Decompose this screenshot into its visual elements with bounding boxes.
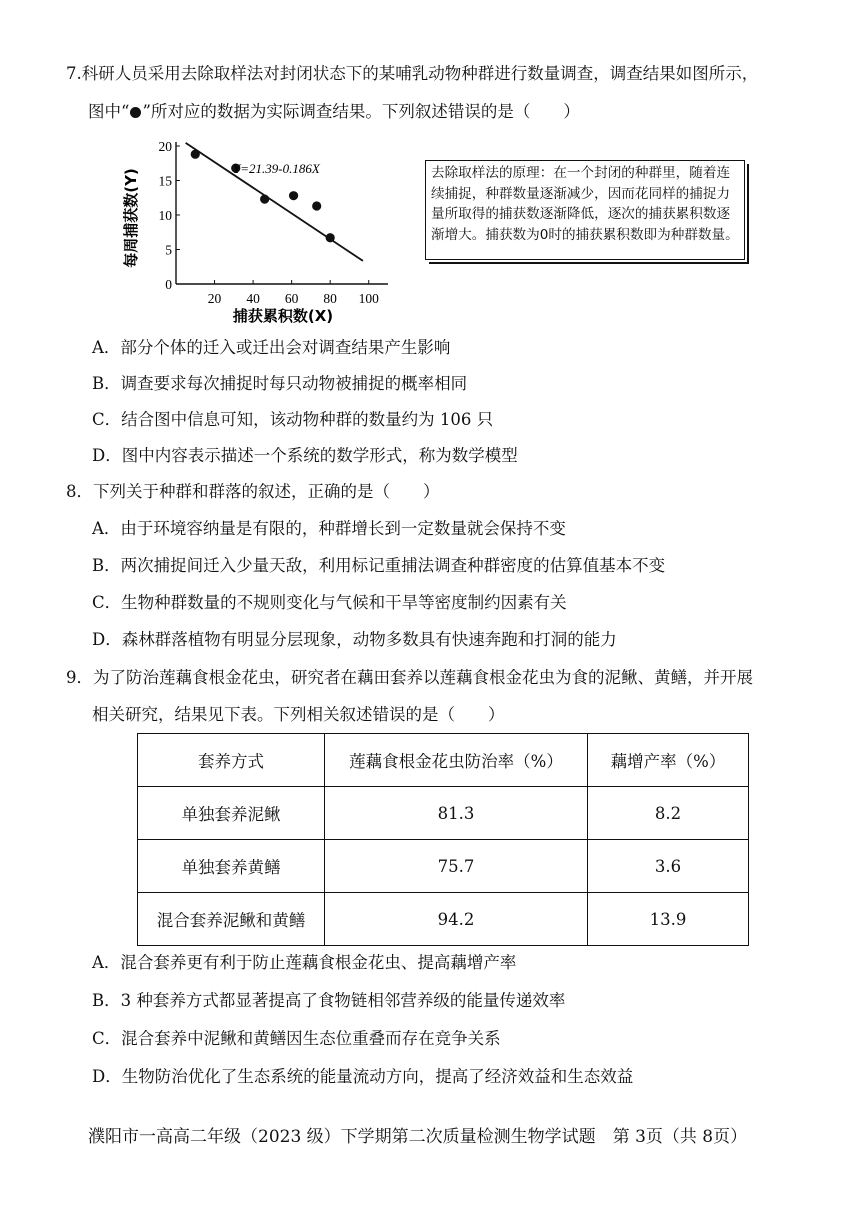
scatter-chart-svg <box>118 132 418 332</box>
chart-y-tick-label: 5 <box>165 242 172 258</box>
chart-x-tick-label: 60 <box>284 291 299 306</box>
q7-stem-line1: 7.科研人员采用去除取样法对封闭状态下的某哺乳动物种群进行数量调查，调查结果如图所示， <box>66 64 759 83</box>
table-header-row <box>138 734 749 787</box>
scatter-chart <box>118 132 418 332</box>
dot-marker-icon <box>130 107 141 118</box>
q7-option-c: C．结合图中信息可知，该动物种群的数量约为 106 只 <box>92 410 494 429</box>
chart-data-point <box>289 191 298 200</box>
q9-option-a: A．混合套养更有利于防止莲藕食根金花虫、提高藕增产率 <box>92 953 517 972</box>
chart-data-point <box>260 195 269 204</box>
q7-stem-line2-after: ”所对应的数据为实际调查结果。下列叙述错误的是（ ） <box>142 102 580 121</box>
table-cell: 混合套养泥鳅和黄鳝 <box>138 893 325 946</box>
chart-y-tick-label: 15 <box>158 173 172 189</box>
table-cell: 单独套养泥鳅 <box>138 787 325 840</box>
table-row <box>138 893 749 946</box>
table-header-cell: 套养方式 <box>138 734 325 787</box>
results-table <box>137 733 749 946</box>
q8-option-c: C．生物种群数量的不规则变化与气候和干旱等密度制约因素有关 <box>92 593 567 612</box>
q9-stem-line1: 9．为了防治莲藕食根金花虫，研究者在藕田套养以莲藕食根金花虫为食的泥鳅、黄鳝，并开展 <box>66 668 753 687</box>
q8-option-d: D．森林群落植物有明显分层现象，动物多数具有快速奔跑和打洞的能力 <box>92 630 617 649</box>
chart-y-label: 每周捕获数(Y) <box>122 168 140 268</box>
chart-data-point <box>191 150 200 159</box>
table-cell: 81.3 <box>325 787 588 840</box>
chart-equation: Y=21.39-0.186X <box>233 161 320 176</box>
q9-option-c: C．混合套养中泥鳅和黄鳝因生态位重叠而存在竞争关系 <box>92 1029 501 1048</box>
table-header-cell: 莲藕食根金花虫防治率（%） <box>325 734 588 787</box>
chart-y-tick-label: 20 <box>158 139 172 154</box>
q9-option-d: D．生物防治优化了生态系统的能量流动方向，提高了经济效益和生态效益 <box>92 1067 634 1086</box>
chart-x-tick-label: 40 <box>246 291 260 306</box>
q9-option-b: B．3 种套养方式都显著提高了食物链相邻营养级的能量传递效率 <box>92 991 566 1010</box>
sampling-principle-note: 去除取样法的原理：在一个封闭的种群里，随着连续捕捉，种群数量逐渐减少，因而花同样的捕捉力量所取得的捕获数逐渐降低，逐次的捕获累积数逐渐增大。捕获数为0时的捕获累积数即为种群数量。 <box>425 160 745 260</box>
q7-stem-line2 <box>88 101 580 123</box>
q7-stem-line2-before: 图中“ <box>88 102 130 121</box>
table-row <box>138 840 749 893</box>
table-row <box>138 787 749 840</box>
q9-stem-line2: 相关研究，结果见下表。下列相关叙述错误的是（ ） <box>92 705 505 724</box>
table-header-cell: 藕增产率（%） <box>588 734 749 787</box>
table-cell: 94.2 <box>325 893 588 946</box>
chart-y-tick-label: 0 <box>165 277 172 292</box>
q8-option-a: A．由于环境容纳量是有限的，种群增长到一定数量就会保持不变 <box>92 519 566 538</box>
chart-data-point <box>326 233 335 242</box>
q7-option-a: A．部分个体的迁入或迁出会对调查结果产生影响 <box>92 338 451 357</box>
q7-option-b: B．调查要求每次捕捉时每只动物被捕捉的概率相同 <box>92 374 468 393</box>
page-footer: 濮阳市一高高二年级（2023 级）下学期第二次质量检测生物学试题 第 3页（共 8页） <box>88 1127 748 1147</box>
chart-x-tick-label: 80 <box>323 291 337 306</box>
chart-x-tick-label: 100 <box>358 291 379 306</box>
chart-y-tick-label: 10 <box>158 208 172 223</box>
q8-stem: 8．下列关于种群和群落的叙述，正确的是（ ） <box>66 482 440 501</box>
table-cell: 8.2 <box>588 787 749 840</box>
table-cell: 3.6 <box>588 840 749 893</box>
table-cell: 13.9 <box>588 893 749 946</box>
q7-option-d: D．图中内容表示描述一个系统的数学形式，称为数学模型 <box>92 446 518 465</box>
chart-data-point <box>312 201 321 210</box>
chart-x-tick-label: 20 <box>207 291 222 306</box>
table-cell: 单独套养黄鳝 <box>138 840 325 893</box>
q8-option-b: B．两次捕捉间迁入少量天敌，利用标记重捕法调查种群密度的估算值基本不变 <box>92 556 666 575</box>
chart-x-label: 捕获累积数(X) <box>232 307 334 325</box>
table-cell: 75.7 <box>325 840 588 893</box>
